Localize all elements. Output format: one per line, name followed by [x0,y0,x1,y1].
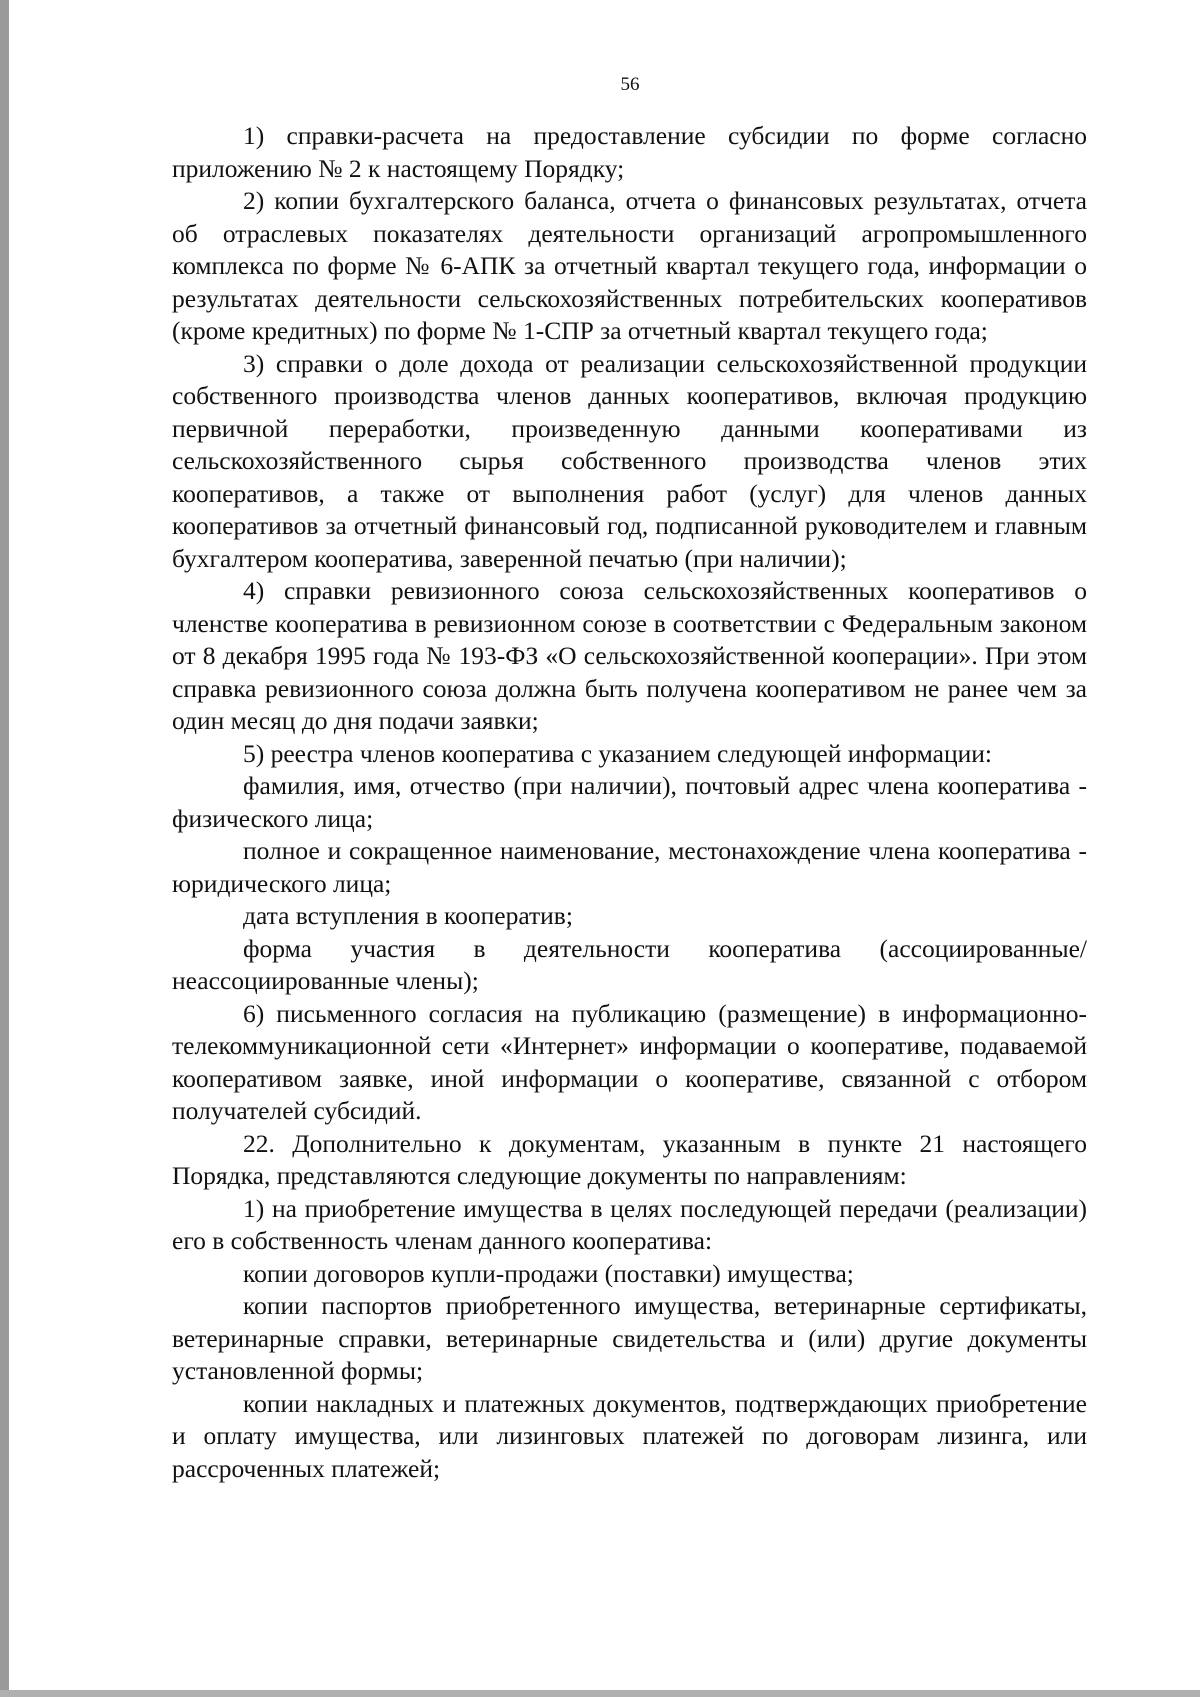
paragraph: форма участия в деятельности кооператива (ассоциированные/неассоциированные члены); [172,933,1087,995]
paragraph: полное и сокращенное наименование, местонахождение члена кооператива - юридического лица; [172,836,1087,898]
paragraph: копии договоров купли-продажи (поставки) имущества; [243,1258,854,1288]
page-number: 56 [620,74,640,95]
scan-left-edge [0,0,9,1697]
paragraph: 4) справки ревизионного союза сельскохозяйственных кооперативов о членстве кооператива в ревизионном союзе в соответствии с Федеральным законом от 8 декабря 1995 года № 193-ФЗ «О сельскохозяйственной кооперации». При этом справка ревизионного союза должна быть получена кооперативом не ранее чем за один месяц до дня подачи заявки; [172,576,1087,735]
paragraph: копии накладных и платежных документов, подтверждающих приобретение и оплату имущества, или лизинговых платежей по договорам лизинга, или рассроченных платежей; [172,1388,1087,1483]
paragraph: 6) письменного согласия на публикацию (размещение) в информационно-телекоммуникационной сети «Интернет» информации о кооперативе, подаваемой кооперативом заявке, иной информации о кооперативе, связанной с отбором получателей субсидий. [172,998,1087,1125]
paragraph: 3) справки о доле дохода от реализации сельскохозяйственной продукции собственного производства членов данных кооперативов, включая продукцию первичной переработки, произведенную данными кооперативами из сельскохозяйственного сырья собственного производства членов этих кооперативов, а также от выполнения работ (услуг) для членов данных кооперативов за отчетный финансовый год, подписанной руководителем и главным бухгалтером кооператива, заверенной печатью (при наличии); [172,348,1087,573]
paragraph: 22. Дополнительно к документам, указанным в пункте 21 настоящего Порядка, представляются следующие документы по направлениям: [172,1128,1087,1190]
paragraph: копии паспортов приобретенного имущества, ветеринарные сертификаты, ветеринарные справки, ветеринарные свидетельства и (или) другие документы установленной формы; [172,1291,1087,1385]
document-body [172,120,1087,1485]
paragraph: 2) копии бухгалтерского баланса, отчета о финансовых результатах, отчета об отраслевых показателях деятельности организаций агропромышленного комплекса по форме № 6-АПК за отчетный квартал текущего года, информации о результатах деятельности сельскохозяйственных потребительских кооперативов (кроме кредитных) по форме № 1-СПР за отчетный квартал текущего года; [172,186,1087,345]
paragraph: 1) на приобретение имущества в целях последующей передачи (реализации) его в собственность членам данного кооператива: [172,1193,1087,1255]
paragraph: 5) реестра членов кооператива с указанием следующей информации: [243,738,992,768]
scan-bottom-edge [0,1690,1200,1697]
paragraph: фамилия, имя, отчество (при наличии), почтовый адрес члена кооператива - физического лица; [172,771,1087,833]
paragraph: 1) справки-расчета на предоставление субсидии по форме согласно приложению № 2 к настоящему Порядку; [172,121,1087,183]
paragraph: дата вступления в кооператив; [243,901,573,930]
